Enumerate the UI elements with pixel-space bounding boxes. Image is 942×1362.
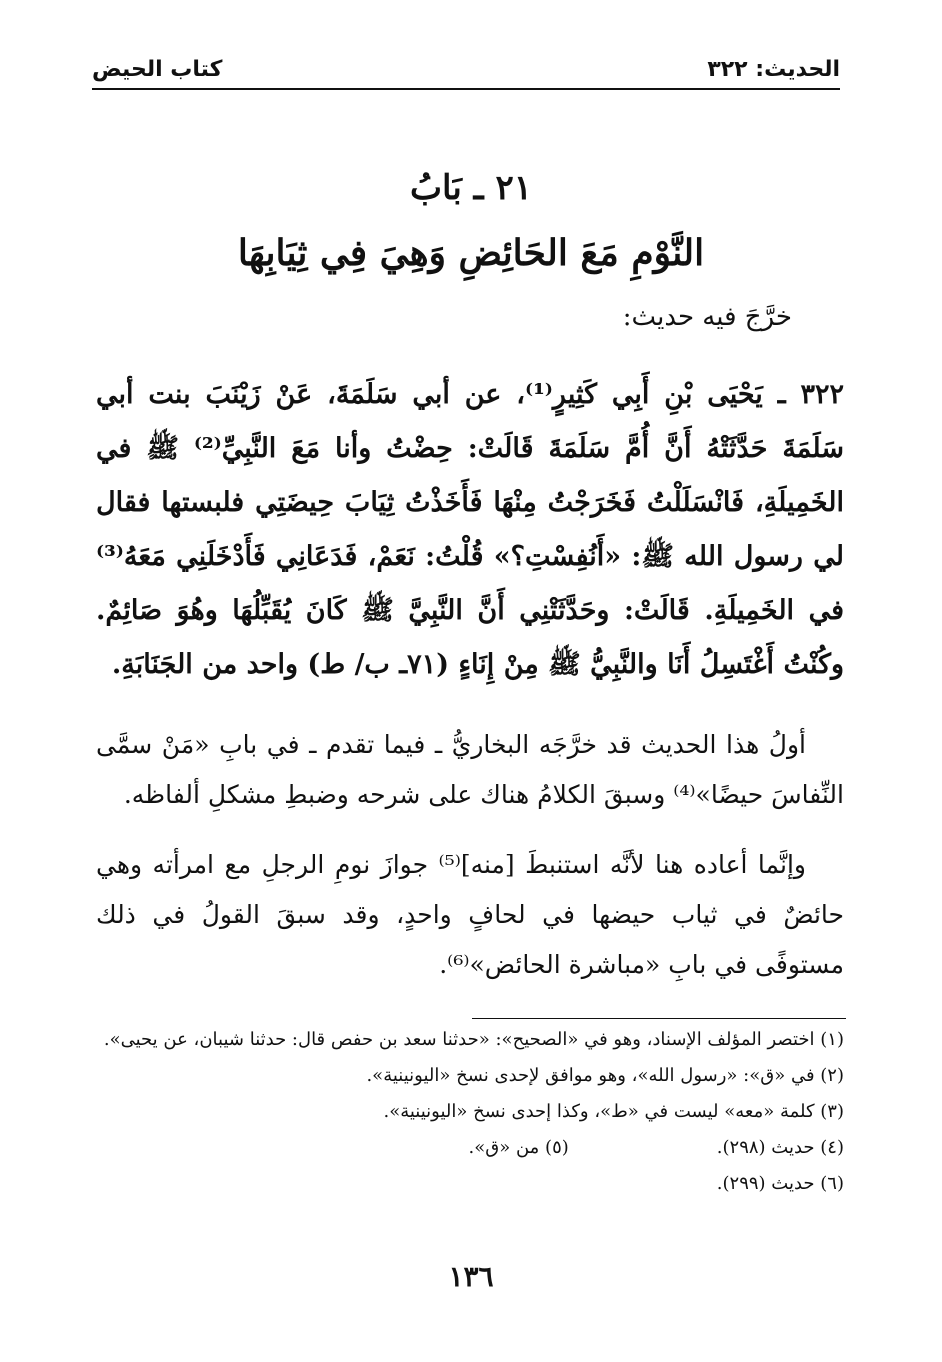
footnote: (٣) كلمة «معه» ليست في «ط»، وكذا إحدى نسخ «اليونينية». <box>383 1101 844 1122</box>
header-book-title: كتاب الحيض <box>92 57 223 82</box>
commentary-paragraph <box>96 840 844 990</box>
intro-line: خرَّجَ فيه حديث: <box>622 302 792 332</box>
header-hadith-number: الحديث: ٣٢٢ <box>707 57 840 82</box>
footnote-pair <box>96 1130 844 1166</box>
footnote-separator <box>472 1018 846 1019</box>
commentary-text: أولُ هذا الحديث قد خرَّجَه البخاريُّ ـ فيما تقدم ـ في بابِ «مَنْ سمَّى النِّفاسَ حيضًا»⁽⁴⁾ وسبقَ الكلامُ هناك على شرحه وضبطِ مشكلِ ألفاظه. <box>96 730 844 809</box>
footnote: (١) اختصر المؤلف الإسناد، وهو في «الصحيح»: «حدثنا سعد بن حفص قال: حدثنا شيبان، عن يحيى». <box>103 1029 844 1050</box>
footnotes <box>96 1022 844 1202</box>
footnote: (٦) حديث (٢٩٩). <box>716 1173 844 1194</box>
footnote: (٢) في «ق»: «رسول الله»، وهو موافق لإحدى نسخ «اليونينية». <box>366 1065 844 1086</box>
commentary-text: وإنَّما أعاده هنا لأنَّه استنبطَ [منه]⁽⁵⁾ جوازَ نومِ الرجلِ مع امرأته وهي حائضٌ في ثياب حيضها في لحافٍ واحدٍ، وقد سبقَ القولُ في ذلك مستوفًى في بابِ «مباشرة الحائض»⁽⁶⁾. <box>96 850 844 979</box>
page-number: ١٣٦ <box>448 1260 494 1293</box>
chapter-title: النَّوْمِ مَعَ الحَائِضِ وَهِيَ فِي ثِيَابِهَا <box>237 232 705 274</box>
commentary-paragraph <box>96 720 844 820</box>
running-header <box>92 50 840 90</box>
footnote: (٥) من «ق». <box>468 1137 569 1158</box>
chapter-number: ٢١ ـ بَابُ <box>410 168 532 208</box>
hadith-text: ٣٢٢ ـ يَحْيَى بْنِ أَبِي كَثِيرٍ⁽¹⁾، عن أبي سَلَمَةَ، عَنْ زَيْنَبَ بنت أبي سَلَمَةَ حَدَّثَتْهُ أَنَّ أُمَّ سَلَمَةَ قَالَتْ: حِضْتُ وأنا مَعَ النَّبِيِّ⁽²⁾ ﷺ في الخَمِيلَةِ، فَانْسَلَلْتُ فَخَرَجْتُ مِنْهَا فَأَخَذْتُ ثِيَابَ حِيضَتِي فلبستها فقال لي رسول الله ﷺ: «أَنُفِسْتِ؟» قُلْتُ: نَعَمْ، فَدَعَانِي فَأَدْخَلَنِي مَعَهُ⁽³⁾ في الخَمِيلَةِ. قَالَتْ: وحَدَّثَتْنِي أَنَّ النَّبِيَّ ﷺ كَانَ يُقَبِّلُهَا وهُوَ صَائِمٌ. وكُنْتُ أَغْتَسِلُ أَنَا والنَّبِيُّ ﷺ مِنْ إِنَاءٍ (٧١ـ ب/ ط) واحد من الجَنَابَةِ. <box>96 379 845 680</box>
footnote: (٤) حديث (٢٩٨). <box>716 1137 844 1158</box>
